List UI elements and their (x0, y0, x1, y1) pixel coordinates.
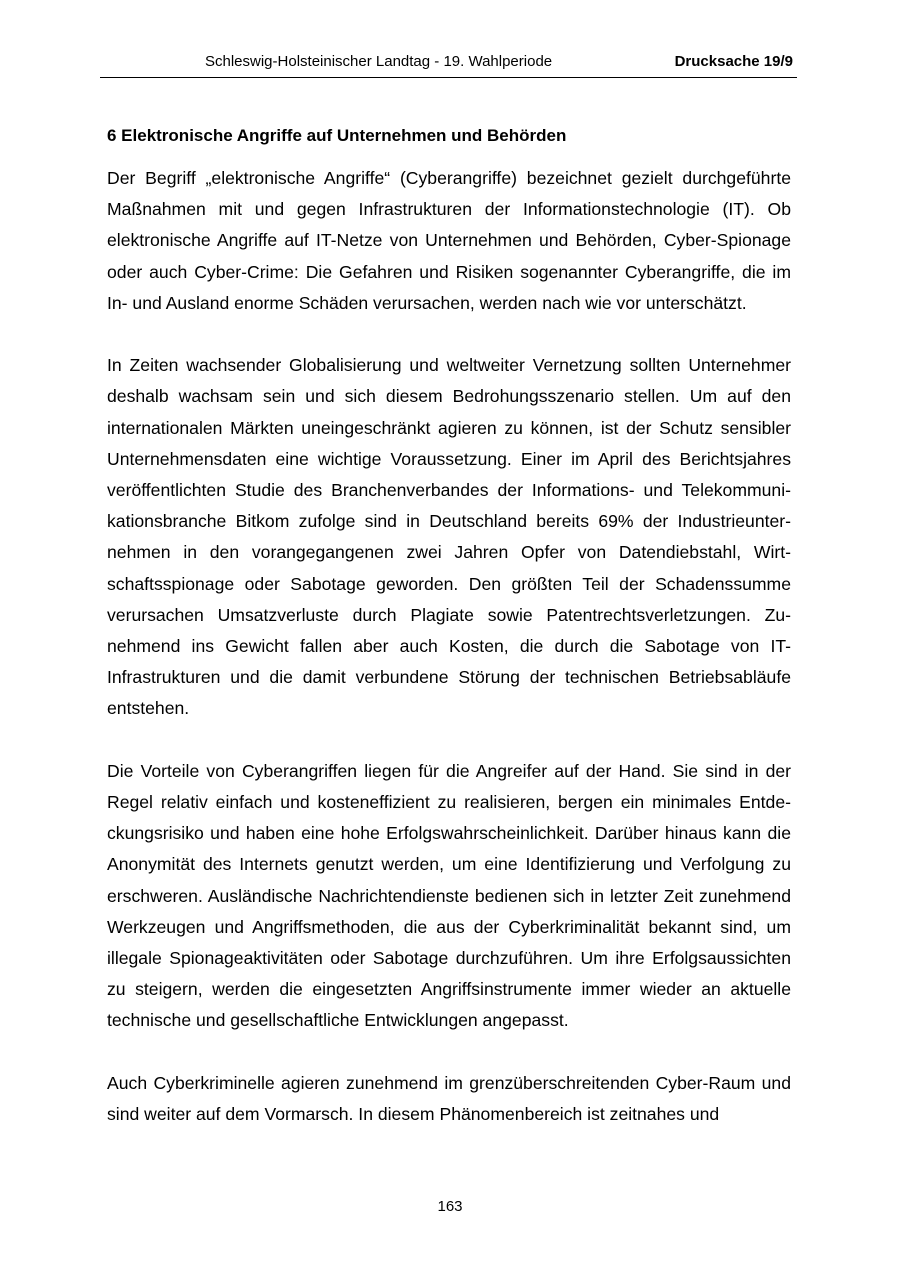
main-content (107, 125, 791, 1130)
paragraph: Die Vorteile von Cyberangriffen liegen für die Angreifer auf der Hand. Sie sind in der Regel relativ einfach und kosteneffizient zu realisieren, bergen ein minimales Entdeckungsrisiko und haben eine hohe Erfolgswahrscheinlichkeit. Darüber hinaus kann die Anonymität des Internets genutzt werden, um eine Identifizierung und Verfolgung zu erschweren. Ausländische Nachrichtendienste bedienen sich in letzter Zeit zunehmend Werkzeugen und Angriffsmethoden, die aus der Cyberkriminalität bekannt sind, um illegale Spionageaktivitäten oder Sabotage durchzuführen. Um ihre Erfolgsaussichten zu steigern, werden die eingesetzten Angriffsinstrumente immer wieder an aktuelle technische und gesellschaftliche Entwicklungen angepasst. (107, 760, 791, 1031)
header-title: Schleswig-Holsteinischer Landtag - 19. Wahlperiode (205, 53, 553, 70)
paragraph: In Zeiten wachsender Globalisierung und weltweiter Vernetzung sollten Unternehmer deshalb wachsam sein und sich diesem Bedrohungsszenario stellen. Um auf den internationalen Märkten uneingeschränkt agieren zu können, ist der Schutz sensibler Unternehmensdaten eine wichtige Voraussetzung. Einer im April des Berichtsjahres veröffentlichten Studie des Branchenverbandes der Informations- und Telekommunikationsbranche Bitkom zufolge sind in Deutschland bereits 69% der Industrieunternehmen in den vorangegangenen zwei Jahren Opfer von Datendiebstahl, Wirtschaftsspionage oder Sabotage geworden. Den größten Teil der Schadenssumme verursachen Umsatzverluste durch Plagiate sowie Patentrechtsverletzungen. Zunehmend ins Gewicht fallen aber auch Kosten, die durch die Sabotage von IT-Infrastrukturen und die damit verbundene Störung der technischen Betriebsabläufe entstehen. (107, 355, 791, 719)
document-number: Drucksache 19/9 (674, 53, 793, 70)
paragraph: Der Begriff „elektronische Angriffe“ (Cyberangriffe) bezeichnet gezielt durchgeführte Maßnahmen mit und gegen Infrastrukturen der Informationstechnologie (IT). Ob elektronische Angriffe auf IT-Netze von Unternehmen und Behörden, Cyber-Spionage oder auch Cyber-Crime: Die Gefahren und Risiken sogenannter Cyberangriffe, die im In- und Ausland enorme Schäden verursachen, werden nach wie vor unterschätzt. (107, 168, 791, 313)
page-header (100, 52, 797, 78)
page-number: 163 (437, 1198, 463, 1215)
paragraph: Auch Cyberkriminelle agieren zunehmend im grenzüberschreitenden Cyber-Raum und sind weiter auf dem Vormarsch. In diesem Phänomenbereich ist zeitnahes und (107, 1072, 791, 1125)
section-heading: 6 Elektronische Angriffe auf Unternehmen und Behörden (107, 126, 567, 145)
